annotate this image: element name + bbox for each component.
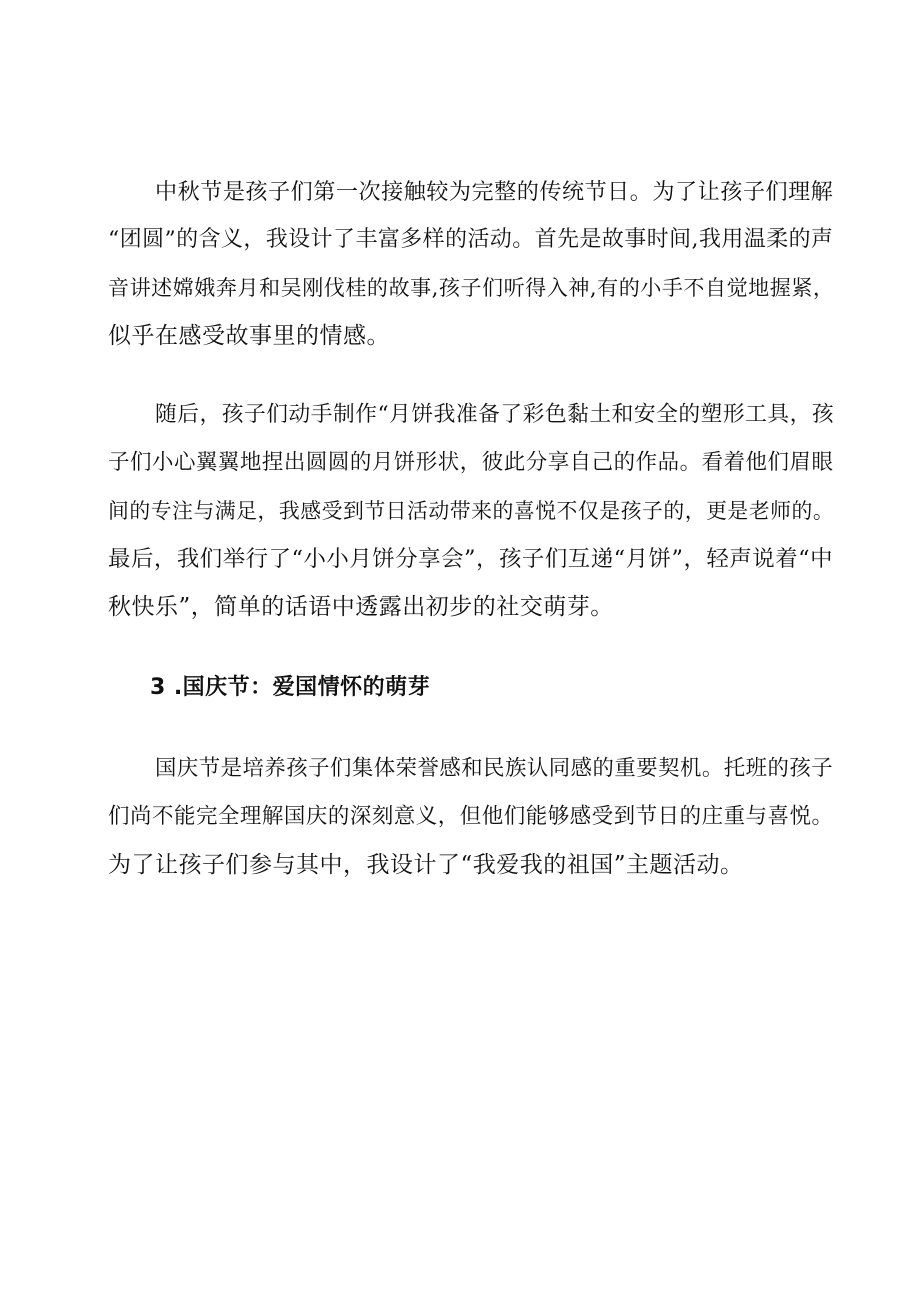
text-line: 们尚不能完全理解国庆的深刻意义，但他们能够感受到节日的庄重与喜悦。 [108,804,834,829]
text-line: 秋快乐”，简单的话语中透露出初步的社交萌芽。 [108,594,614,620]
section-number: 3 [150,675,166,700]
paragraph-mooncake-activity [108,391,833,631]
paragraph-national-day [108,745,833,889]
paragraph-mid-autumn-intro [108,168,833,360]
text-line: 最后，我们举行了“小小月饼分享会”，孩子们互递“月饼”，轻声说着“中 [108,546,834,572]
section-heading [150,672,430,704]
text-line: 似乎在感受故事里的情感。 [108,323,390,349]
text-line: 国庆节是培养孩子们集体荣誉感和民族认同感的重要契机。托班的孩子 [155,756,834,781]
text-line: 随后，孩子们动手制作“月饼我准备了彩色黏土和安全的塑形工具，孩 [155,402,835,427]
text-line: 中秋节是孩子们第一次接触较为完整的传统节日。为了让孩子们理解 [155,179,834,205]
text-line: 子们小心翼翼地捏出圆圆的月饼形状，彼此分享自己的作品。看着他们眉眼 [108,450,834,475]
text-line: “团圆”的含义，我设计了丰富多样的活动。首先是故事时间,我用温柔的声 [108,227,834,252]
section-title: .国庆节：爱国情怀的萌芽 [173,675,431,700]
text-line: 间的专注与满足，我感受到节日活动带来的喜悦不仅是孩子的，更是老师的。 [108,499,835,523]
text-line: 为了让孩子们参与其中，我设计了“我爱我的祖国”主题活动。 [108,852,744,878]
text-line: 音讲述嫦娥奔月和吴刚伐桂的故事,孩子们听得入神,有的小手不自觉地握紧， [108,275,835,300]
